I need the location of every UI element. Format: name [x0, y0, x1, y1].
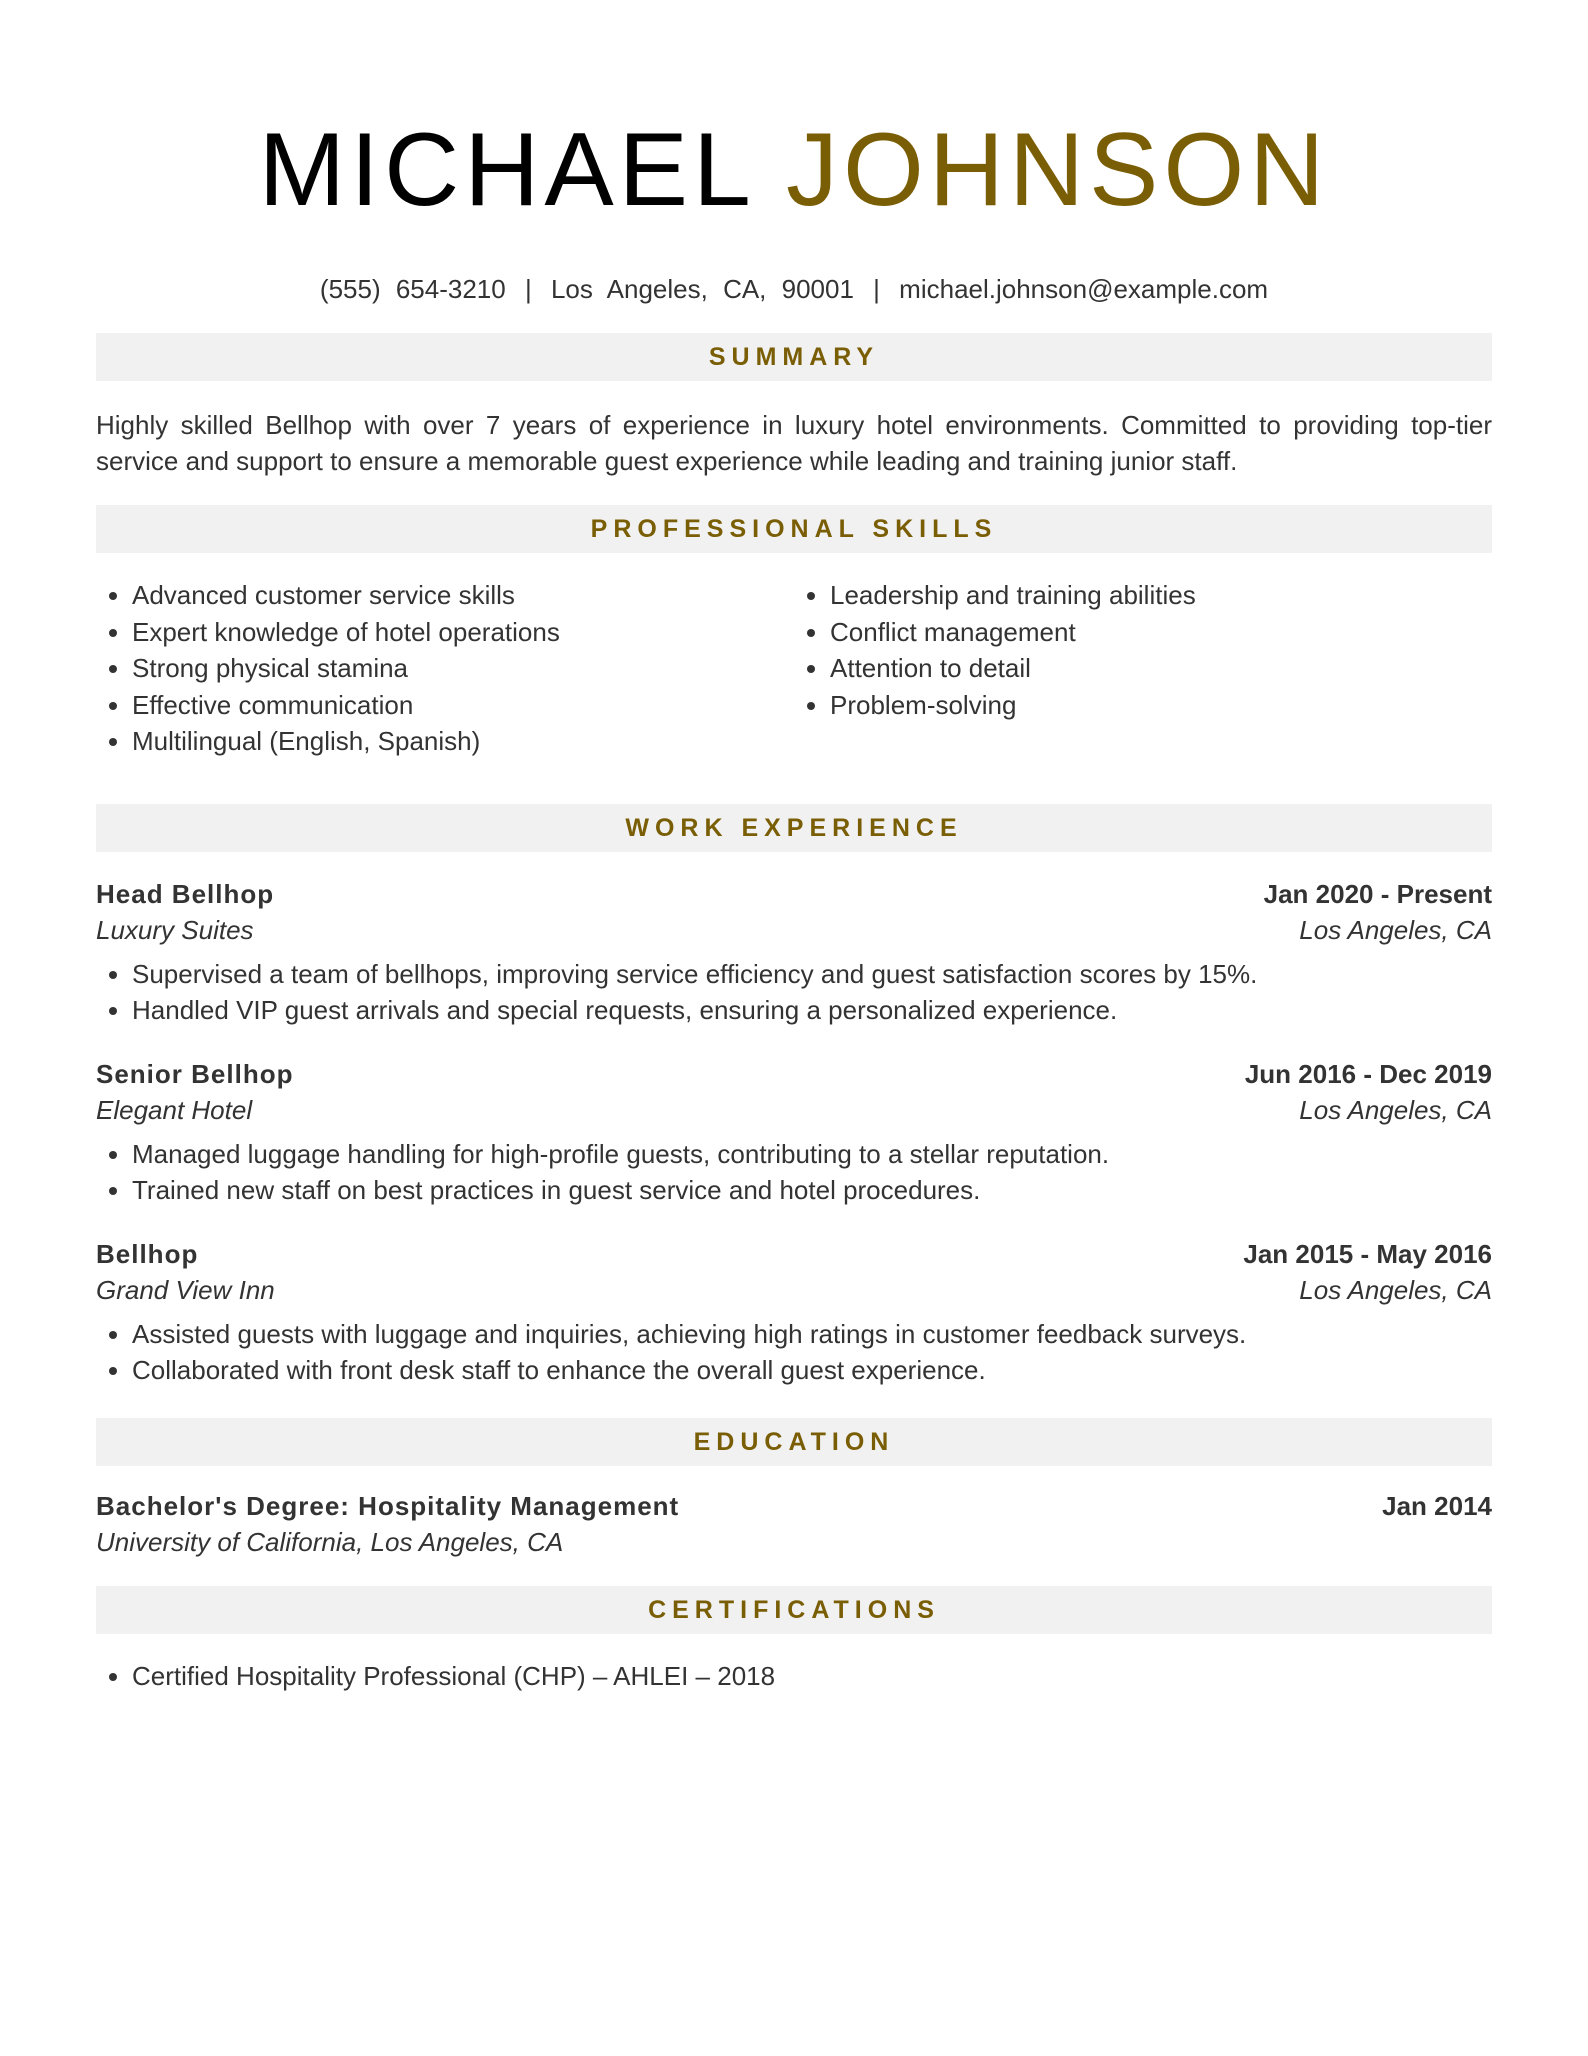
job-bullet: • Collaborated with front desk staff to enhance the overall guest experience. — [132, 1352, 1492, 1388]
job-title-row — [96, 1236, 1492, 1272]
section-header-education: EDUCATION — [96, 1418, 1492, 1466]
job-title: Head Bellhop — [96, 878, 275, 909]
contact-separator: | — [873, 274, 880, 304]
education-degree-row — [96, 1488, 1492, 1524]
job-bullets — [96, 1136, 1492, 1208]
job-bullet: • Trained new staff on best practices in guest service and hotel procedures. — [132, 1172, 1492, 1208]
certification-item: • Certified Hospitality Professional (CHP) – AHLEI – 2018 — [132, 1658, 1492, 1694]
education-school: University of California, Los Angeles, CA — [96, 1526, 564, 1557]
location: Los Angeles, CA, 90001 — [550, 274, 854, 304]
skill-item: • Problem-solving — [830, 687, 1492, 724]
job-bullet: • Handled VIP guest arrivals and special requests, ensuring a personalized experience. — [132, 992, 1492, 1028]
job-bullets — [96, 1316, 1492, 1388]
skill-item: • Advanced customer service skills — [132, 577, 794, 614]
skills-column-right — [794, 577, 1492, 760]
first-name: MICHAEL — [258, 112, 753, 228]
section-header-certifications: CERTIFICATIONS — [96, 1586, 1492, 1634]
skill-item: • Attention to detail — [830, 650, 1492, 687]
section-header-skills: PROFESSIONAL SKILLS — [96, 505, 1492, 553]
job-dates: Jan 2015 - May 2016 — [1243, 1238, 1492, 1269]
last-name: JOHNSON — [785, 112, 1330, 228]
job-bullet: • Managed luggage handling for high-profile guests, contributing to a stellar reputation. — [132, 1136, 1492, 1172]
job-entry — [96, 1056, 1492, 1208]
job-location: Los Angeles, CA — [1299, 1274, 1492, 1305]
skills-list — [96, 577, 1492, 760]
summary-text: Highly skilled Bellhop with over 7 years of experience in luxury hotel environments. Committed to providing top-tier service and support to ensure a memorable guest experience while leading and training junior staff. — [96, 410, 1492, 476]
skill-item: • Expert knowledge of hotel operations — [132, 614, 794, 651]
candidate-name — [96, 0, 1492, 228]
job-entry — [96, 1236, 1492, 1388]
job-title-row — [96, 876, 1492, 912]
job-location: Los Angeles, CA — [1299, 1094, 1492, 1125]
skill-item: • Multilingual (English, Spanish) — [132, 723, 794, 760]
job-bullets — [96, 956, 1492, 1028]
section-header-summary: SUMMARY — [96, 333, 1492, 381]
job-company: Elegant Hotel — [96, 1094, 253, 1125]
job-company: Luxury Suites — [96, 914, 254, 945]
education-date: Jan 2014 — [1382, 1490, 1492, 1521]
phone: (555) 654-3210 — [319, 274, 506, 304]
skill-item: • Conflict management — [830, 614, 1492, 651]
skill-item: • Strong physical stamina — [132, 650, 794, 687]
job-company-row — [96, 912, 1492, 948]
job-bullet: • Assisted guests with luggage and inquiries, achieving high ratings in customer feedback surveys. — [132, 1316, 1492, 1352]
education-degree: Bachelor's Degree: Hospitality Management — [96, 1490, 680, 1521]
contact-separator: | — [524, 274, 532, 304]
job-entry — [96, 876, 1492, 1028]
job-company-row — [96, 1272, 1492, 1308]
job-dates: Jun 2016 - Dec 2019 — [1244, 1058, 1492, 1089]
section-header-work-experience: WORK EXPERIENCE — [96, 804, 1492, 852]
contact-line — [96, 274, 1492, 305]
job-company-row — [96, 1092, 1492, 1128]
job-company: Grand View Inn — [96, 1274, 275, 1305]
job-location: Los Angeles, CA — [1299, 914, 1492, 945]
job-bullet: • Supervised a team of bellhops, improving service efficiency and guest satisfaction scores by 15%. — [132, 956, 1492, 992]
job-title-row — [96, 1056, 1492, 1092]
job-title: Bellhop — [96, 1238, 199, 1269]
job-title: Senior Bellhop — [96, 1058, 294, 1089]
skill-item: • Effective communication — [132, 687, 794, 724]
email-link[interactable]: michael.johnson@example.com — [899, 274, 1269, 304]
certifications-list — [96, 1658, 1492, 1694]
education-school-row — [96, 1524, 1492, 1560]
skill-item: • Leadership and training abilities — [830, 577, 1492, 614]
skills-column-left — [96, 577, 794, 760]
job-dates: Jan 2020 - Present — [1263, 878, 1492, 909]
education-entry — [96, 1488, 1492, 1560]
